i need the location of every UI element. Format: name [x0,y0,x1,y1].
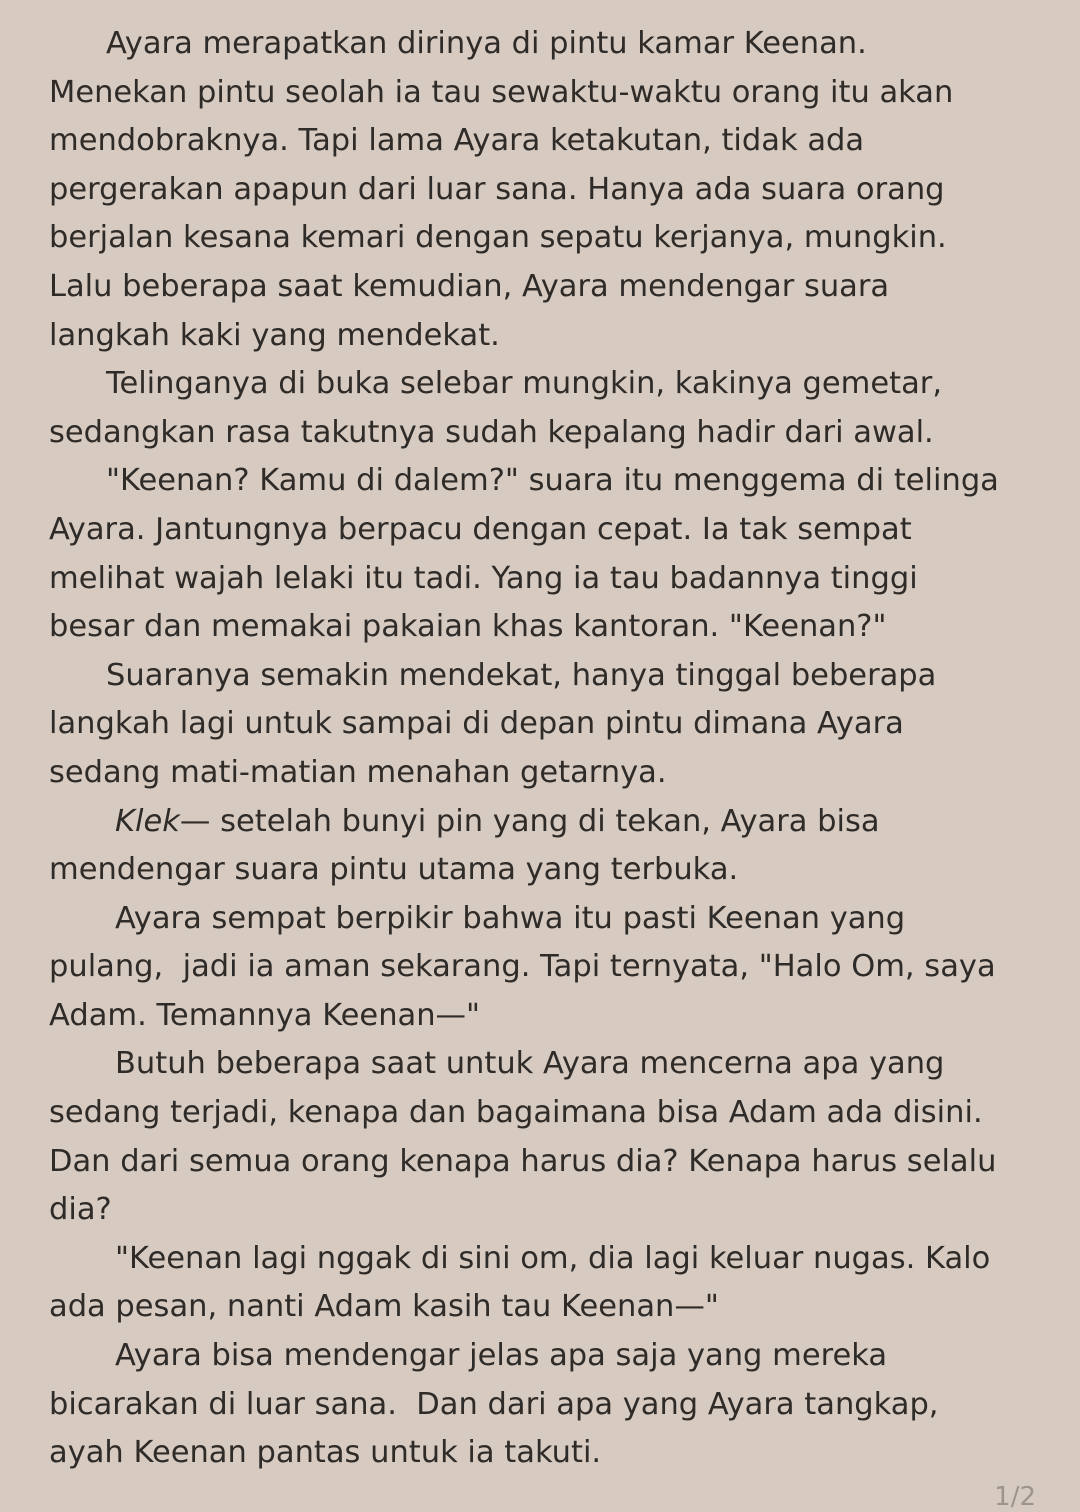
text-line: ada pesan, nanti Adam kasih tau Keenan—" [49,1289,719,1325]
text-line: besar dan memakai pakaian khas kantoran. "Keenan?" [49,609,887,645]
text-line: langkah kaki yang mendekat. [49,317,500,353]
text-line: Ayara. Jantungnya berpacu dengan cepat. Ia tak sempat [49,511,912,547]
text-line: mendobraknya. Tapi lama Ayara ketakutan, tidak ada [49,123,865,159]
text-line: Menekan pintu seolah ia tau sewaktu-waktu orang itu akan [49,74,954,110]
text-line-rest: — setelah bunyi pin yang di tekan, Ayara bisa [179,803,880,839]
text-line: sedang terjadi, kenapa dan bagaimana bisa Adam ada disini. [49,1095,983,1131]
text-line: bicarakan di luar sana. Dan dari apa yang Ayara tangkap, [49,1386,939,1422]
text-line [49,798,1049,847]
text-line: pergerakan apapun dari luar sana. Hanya ada suara orang [49,171,945,207]
text-line: "Keenan lagi nggak di sini om, dia lagi keluar nugas. Kalo [115,1240,991,1276]
italic-sound-word: Klek [115,803,180,839]
text-line: Telinganya di buka selebar mungkin, kakinya gemetar, [106,366,943,402]
text-line: Dan dari semua orang kenapa harus dia? Kenapa harus selalu [49,1143,997,1179]
text-line: Ayara bisa mendengar jelas apa saja yang mereka [115,1338,888,1374]
text-line: Adam. Temannya Keenan—" [49,997,481,1033]
text-line: Butuh beberapa saat untuk Ayara mencerna apa yang [115,1046,945,1082]
text-line: Lalu beberapa saat kemudian, Ayara mendengar suara [49,268,890,304]
story-text [49,20,1049,1478]
text-line: "Keenan? Kamu di dalem?" suara itu menggema di telinga [106,463,999,499]
text-line: Ayara merapatkan dirinya di pintu kamar Keenan. [106,26,867,61]
text-line: langkah lagi untuk sampai di depan pintu dimana Ayara [49,706,904,742]
text-line: berjalan kesana kemari dengan sepatu kerjanya, mungkin. [49,220,947,256]
page-indicator: 1/2 [994,1482,1036,1512]
text-line: Suaranya semakin mendekat, hanya tinggal beberapa [106,657,937,693]
text-line: mendengar suara pintu utama yang terbuka. [49,852,739,888]
text-line: Ayara sempat berpikir bahwa itu pasti Keenan yang [115,900,906,936]
text-line: sedangkan rasa takutnya sudah kepalang hadir dari awal. [49,414,934,450]
text-line: ayah Keenan pantas untuk ia takuti. [49,1435,602,1471]
text-line: dia? [49,1192,112,1228]
text-line: melihat wajah lelaki itu tadi. Yang ia tau badannya tinggi [49,560,918,596]
text-line: sedang mati-matian menahan getarnya. [49,754,667,790]
text-line: pulang, jadi ia aman sekarang. Tapi ternyata, "Halo Om, saya [49,949,996,985]
